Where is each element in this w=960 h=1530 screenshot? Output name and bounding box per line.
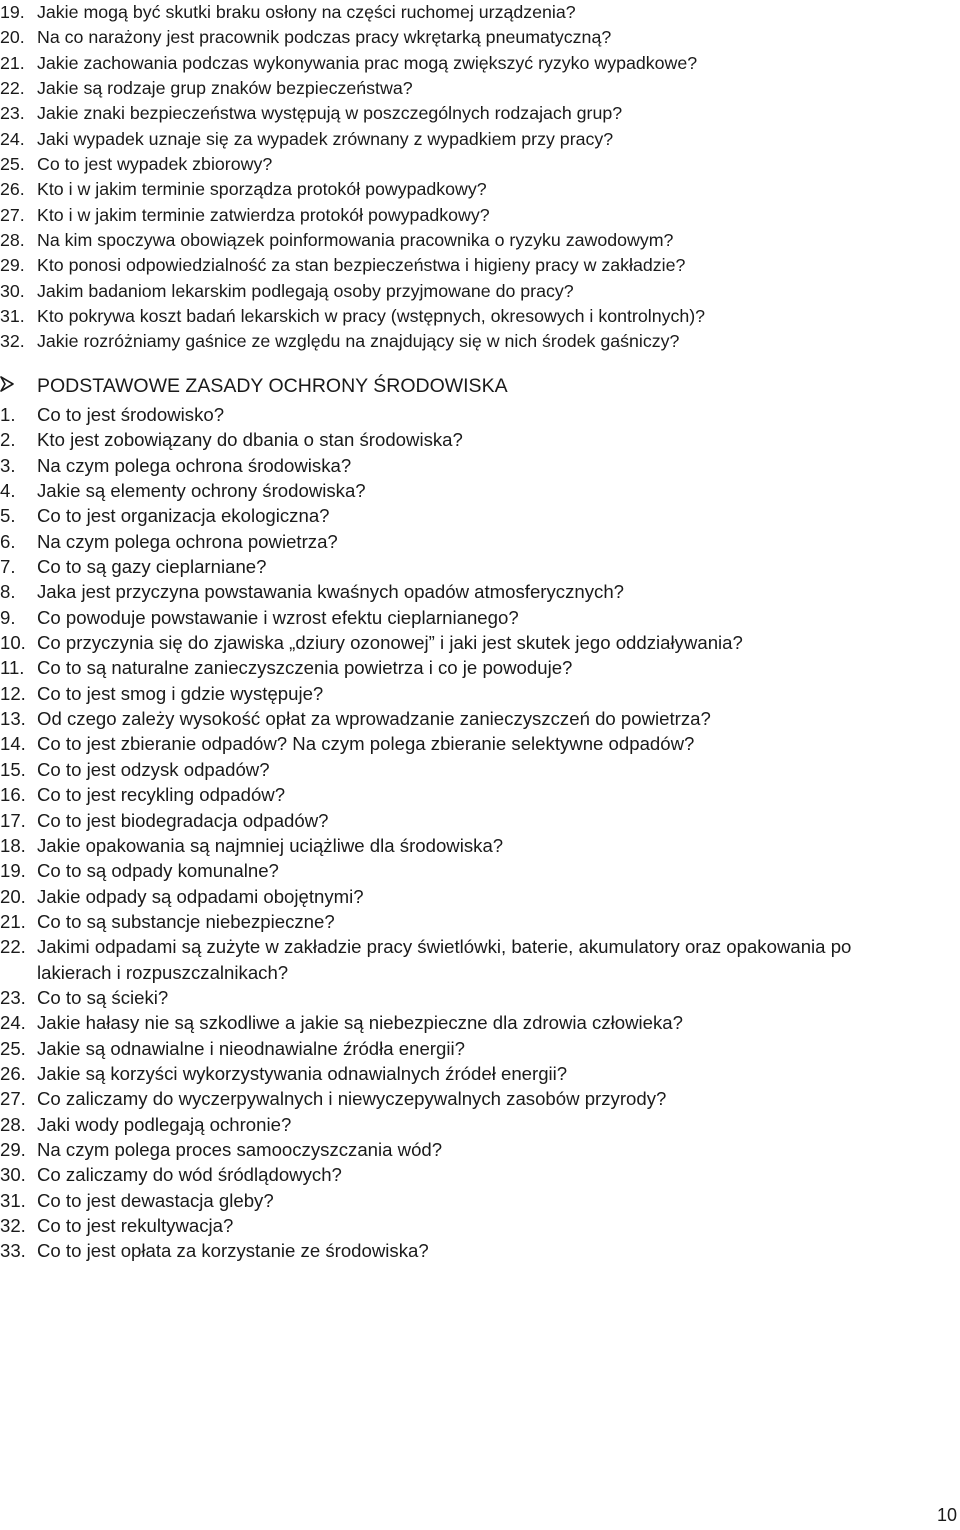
- item-text: Jakie opakowania są najmniej uciążliwe dla środowiska?: [37, 834, 504, 856]
- list-item: [0, 101, 897, 126]
- item-number: 29.: [0, 255, 25, 276]
- list-item: [0, 1010, 897, 1035]
- item-number: 6.: [0, 530, 16, 552]
- list-item: [0, 554, 897, 579]
- item-number: 19.: [0, 860, 26, 882]
- item-text: Jakim badaniom lekarskim podlegają osoby przyjmowane do pracy?: [37, 280, 574, 301]
- list-item: [0, 253, 897, 278]
- item-number: 2.: [0, 429, 16, 451]
- list-item: [0, 51, 897, 76]
- list-item: [0, 279, 897, 304]
- item-number: 30.: [0, 280, 25, 301]
- item-number: 32.: [0, 1215, 26, 1236]
- page-number: 10: [936, 1505, 957, 1525]
- item-text: Jakie znaki bezpieczeństwa występują w poszczególnych rodzajach grup?: [37, 103, 623, 124]
- list-item: [0, 579, 897, 604]
- item-text: Jakie rozróżniamy gaśnice ze względu na znajdujący się w nich środek gaśniczy?: [37, 331, 680, 352]
- list-item: [0, 329, 897, 354]
- list-item: [0, 782, 897, 807]
- item-text: Co przyczynia się do zjawiska „dziury ozonowej” i jaki jest skutek jego oddziaływania?: [37, 632, 743, 654]
- list-item: [0, 909, 897, 934]
- item-text: Jakie są odnawialne i nieodnawialne źródła energii?: [37, 1037, 465, 1059]
- item-number: 5.: [0, 505, 16, 527]
- item-text: Jakie są rodzaje grup znaków bezpieczeństwa?: [37, 78, 413, 99]
- list-item: [0, 630, 897, 655]
- item-text: Co to jest wypadek zbiorowy?: [37, 154, 273, 175]
- item-number: 1.: [0, 404, 16, 425]
- list-item: [0, 757, 897, 782]
- item-text: Co powoduje powstawanie i wzrost efektu cieplarnianego?: [37, 606, 519, 628]
- list-item: [0, 1188, 897, 1213]
- list-item: [0, 427, 897, 452]
- item-text: Jaka jest przyczyna powstawania kwaśnych opadów atmosferycznych?: [37, 581, 625, 603]
- item-text: Co to jest zbieranie odpadów? Na czym polega zbieranie selektywne odpadów?: [37, 733, 695, 755]
- item-text: Co to są substancje niebezpieczne?: [37, 910, 335, 932]
- item-text: Co to jest smog i gdzie występuje?: [37, 682, 324, 704]
- item-number: 14.: [0, 733, 26, 755]
- item-text: Co to jest biodegradacja odpadów?: [37, 809, 329, 831]
- list-item: [0, 858, 897, 883]
- item-number: 17.: [0, 809, 26, 831]
- list-item: [0, 884, 897, 909]
- list-item: [0, 76, 897, 101]
- question-list-safety: [0, 0, 897, 355]
- list-item: [0, 1086, 897, 1111]
- item-text: Na czym polega ochrona środowiska?: [37, 454, 352, 476]
- item-number: 31.: [0, 306, 25, 327]
- item-text: Co to są naturalne zanieczyszczenia powietrza i co je powoduje?: [37, 657, 573, 679]
- item-number: 27.: [0, 1088, 26, 1110]
- list-item: [0, 934, 897, 985]
- item-text: Jakie mogą być skutki braku osłony na części ruchomej urządzenia?: [37, 2, 576, 22]
- item-number: 19.: [0, 2, 25, 22]
- item-number: 27.: [0, 204, 25, 225]
- item-number: 31.: [0, 1189, 26, 1211]
- item-number: 11.: [0, 657, 25, 679]
- arrow-bullet-icon: [0, 373, 37, 399]
- item-number: 33.: [0, 1240, 26, 1262]
- list-item: [0, 985, 897, 1010]
- section-heading: [0, 373, 508, 399]
- item-number: 25.: [0, 1037, 26, 1059]
- item-text: Jakie zachowania podczas wykonywania prac mogą zwiększyć ryzyko wypadkowe?: [37, 52, 698, 73]
- item-text: Co zaliczamy do wód śródlądowych?: [37, 1164, 342, 1186]
- item-text: Na co narażony jest pracownik podczas pracy wkrętarką pneumatyczną?: [37, 27, 612, 48]
- item-text: Na kim spoczywa obowiązek poinformowania pracownika o ryzyku zawodowym?: [37, 230, 674, 251]
- item-number: 20.: [0, 885, 26, 907]
- list-item: [0, 1238, 897, 1263]
- item-number: 32.: [0, 331, 25, 352]
- list-item: [0, 1061, 897, 1086]
- list-item: [0, 706, 897, 731]
- item-text: Kto jest zobowiązany do dbania o stan środowiska?: [37, 429, 463, 451]
- list-item: [0, 1112, 897, 1137]
- item-number: 18.: [0, 834, 26, 856]
- item-number: 21.: [0, 52, 25, 73]
- item-text: Co zaliczamy do wyczerpywalnych i niewyczepywalnych zasobów przyrody?: [37, 1088, 667, 1110]
- item-text: Jakie hałasy nie są szkodliwe a jakie są niebezpieczne dla zdrowia człowieka?: [37, 1012, 683, 1034]
- item-text: Co to jest rekultywacja?: [37, 1215, 234, 1236]
- item-text: Kto ponosi odpowiedzialność za stan bezpieczeństwa i higieny pracy w zakładzie?: [37, 255, 686, 276]
- item-number: 28.: [0, 1113, 26, 1135]
- list-item: [0, 453, 897, 478]
- item-number: 16.: [0, 784, 26, 806]
- list-item: [0, 655, 897, 680]
- list-item: [0, 1137, 897, 1162]
- item-number: 13.: [0, 708, 26, 730]
- item-text: Jakie są korzyści wykorzystywania odnawialnych źródeł energii?: [37, 1062, 568, 1084]
- item-text: Na czym polega ochrona powietrza?: [37, 530, 338, 552]
- item-text: Kto i w jakim terminie sporządza protokół powypadkowy?: [37, 179, 487, 200]
- item-text: Co to są odpady komunalne?: [37, 860, 279, 882]
- item-number: 23.: [0, 103, 25, 124]
- item-text: Jakimi odpadami są zużyte w zakładzie pracy świetlówki, baterie, akumulatory oraz opakowania po lakierach i rozpuszczalnikach?: [37, 936, 852, 983]
- item-number: 4.: [0, 480, 16, 502]
- item-number: 22.: [0, 936, 26, 958]
- item-number: 26.: [0, 1062, 26, 1084]
- item-text: Jaki wody podlegają ochronie?: [37, 1113, 292, 1135]
- item-text: Co to jest dewastacja gleby?: [37, 1189, 274, 1211]
- list-item: [0, 177, 897, 202]
- list-item: [0, 1162, 897, 1187]
- list-item: [0, 478, 897, 503]
- list-item: [0, 203, 897, 228]
- item-text: Co to jest środowisko?: [37, 404, 225, 425]
- list-item: [0, 127, 897, 152]
- list-item: [0, 833, 897, 858]
- list-item: [0, 681, 897, 706]
- item-text: Co to są gazy cieplarniane?: [37, 556, 267, 578]
- list-item: [0, 402, 897, 427]
- item-text: Co to są ścieki?: [37, 986, 169, 1008]
- item-number: 15.: [0, 758, 26, 780]
- section-heading-text: PODSTAWOWE ZASADY OCHRONY ŚRODOWISKA: [37, 375, 508, 397]
- item-text: Jakie są elementy ochrony środowiska?: [37, 480, 366, 502]
- item-number: 3.: [0, 454, 16, 476]
- list-item: [0, 808, 897, 833]
- list-item: [0, 25, 897, 50]
- list-item: [0, 1036, 897, 1061]
- item-number: 10.: [0, 632, 26, 654]
- item-number: 26.: [0, 179, 25, 200]
- item-text: Co to jest odzysk odpadów?: [37, 758, 270, 780]
- item-number: 12.: [0, 682, 26, 704]
- item-number: 7.: [0, 556, 16, 578]
- item-text: Co to jest opłata za korzystanie ze środowiska?: [37, 1240, 429, 1262]
- item-number: 21.: [0, 910, 26, 932]
- item-text: Jaki wypadek uznaje się za wypadek zrównany z wypadkiem przy pracy?: [37, 128, 614, 149]
- list-item: [0, 529, 897, 554]
- item-text: Co to jest organizacja ekologiczna?: [37, 505, 330, 527]
- item-text: Kto pokrywa koszt badań lekarskich w pracy (wstępnych, okresowych i kontrolnych)?: [37, 306, 706, 327]
- item-text: Co to jest recykling odpadów?: [37, 784, 286, 806]
- item-number: 30.: [0, 1164, 26, 1186]
- item-number: 22.: [0, 78, 25, 99]
- list-item: [0, 731, 897, 756]
- item-number: 28.: [0, 230, 25, 251]
- item-number: 24.: [0, 1012, 26, 1034]
- question-list-environment: [0, 402, 897, 1264]
- list-item: [0, 152, 897, 177]
- list-item: [0, 1213, 897, 1238]
- item-text: Kto i w jakim terminie zatwierdza protokół powypadkowy?: [37, 204, 490, 225]
- list-item: [0, 228, 897, 253]
- item-number: 9.: [0, 606, 16, 628]
- item-number: 8.: [0, 581, 16, 603]
- item-text: Jakie odpady są odpadami obojętnymi?: [37, 885, 364, 907]
- item-number: 23.: [0, 986, 26, 1008]
- list-item: [0, 605, 897, 630]
- item-number: 24.: [0, 128, 25, 149]
- item-number: 25.: [0, 154, 25, 175]
- item-number: 20.: [0, 27, 25, 48]
- item-number: 29.: [0, 1138, 26, 1160]
- item-text: Na czym polega proces samooczyszczania wód?: [37, 1138, 443, 1160]
- list-item: [0, 503, 897, 528]
- item-text: Od czego zależy wysokość opłat za wprowadzanie zanieczyszczeń do powietrza?: [37, 708, 711, 730]
- list-item: [0, 0, 897, 25]
- list-item: [0, 304, 897, 329]
